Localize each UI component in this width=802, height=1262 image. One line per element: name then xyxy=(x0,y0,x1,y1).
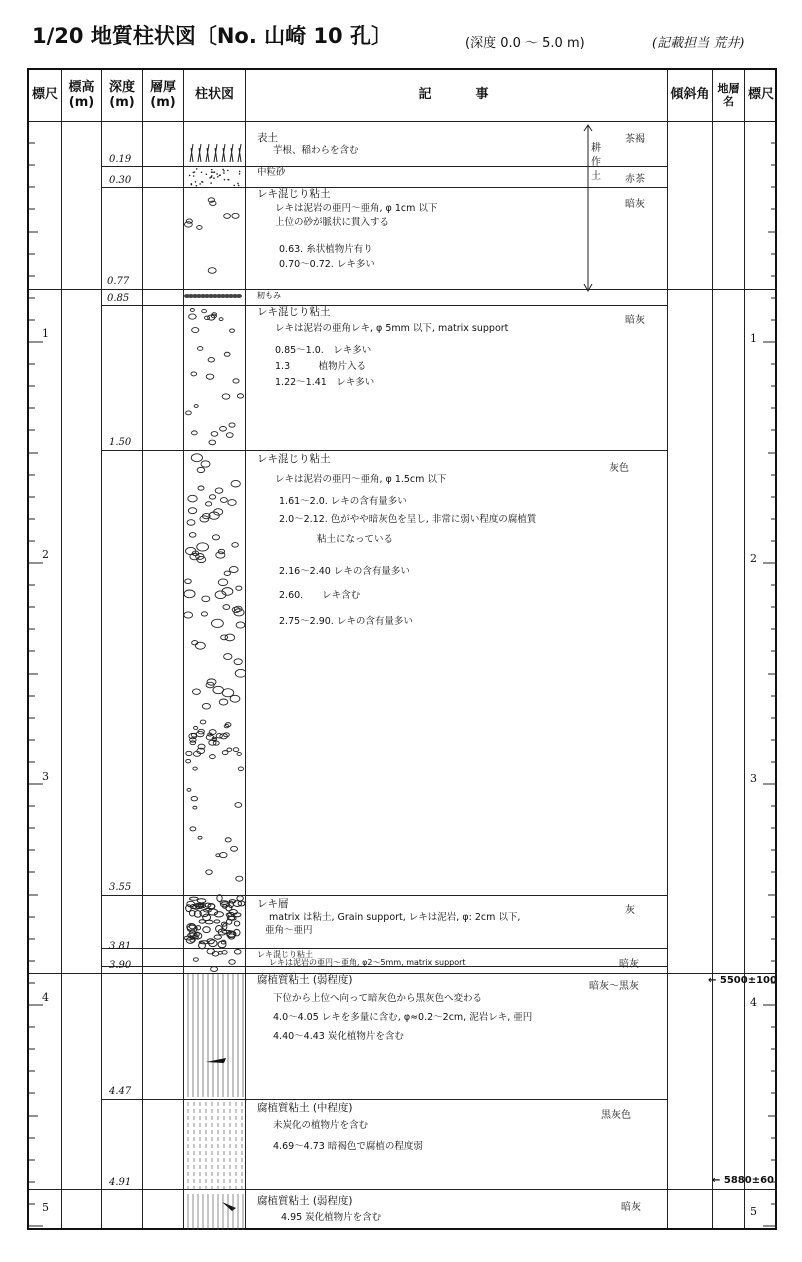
litho-symbol xyxy=(205,316,210,320)
layer-color: 灰 xyxy=(625,905,635,916)
litho-symbol xyxy=(197,467,204,472)
litho-symbol xyxy=(237,896,244,901)
page-title: 1/20 地質柱状図〔No. 山崎 10 孔〕 xyxy=(32,24,392,48)
layer-name: レキ層 xyxy=(257,898,289,910)
litho-symbol xyxy=(201,612,207,616)
layer-note: 0.63. 糸状植物片有り xyxy=(279,244,373,255)
litho-symbol xyxy=(190,553,199,560)
litho-symbol xyxy=(234,659,242,665)
layer-note: 4.95 炭化植物片を含む xyxy=(281,1212,382,1223)
layer-note: レキは泥岩の亜円～亜角, φ2～5mm, matrix support xyxy=(269,958,466,967)
col-dip: 傾斜角 xyxy=(670,87,710,103)
layer-note: 0.70～0.72. レキ多い xyxy=(279,259,375,270)
litho-symbol xyxy=(227,179,229,181)
litho-symbol xyxy=(201,171,203,173)
layer-note: 2.16～2.40 レキの含有量多い xyxy=(279,566,410,577)
litho-symbol xyxy=(193,958,198,961)
litho-symbol xyxy=(196,185,198,187)
litho-symbol xyxy=(216,552,225,558)
litho-symbol xyxy=(213,177,215,179)
layer-color: 灰色 xyxy=(609,463,629,474)
litho-symbol xyxy=(221,635,228,640)
litho-symbol xyxy=(238,767,243,771)
litho-symbol xyxy=(188,508,196,514)
litho-symbol xyxy=(238,185,240,187)
layer-note: 2.75～2.90. レキの含有量多い xyxy=(279,616,413,627)
scale-number: 4 xyxy=(750,996,757,1009)
litho-symbol xyxy=(202,309,207,312)
litho-symbol xyxy=(198,486,204,490)
litho-symbol xyxy=(189,314,197,319)
scale-number: 5 xyxy=(42,1201,49,1214)
litho-symbol xyxy=(234,921,239,926)
litho-symbol xyxy=(226,433,233,438)
layer-color: 暗灰 xyxy=(619,959,639,970)
litho-symbol xyxy=(237,752,241,755)
scale-number: 3 xyxy=(750,772,757,785)
layer-color: 黒灰色 xyxy=(601,1110,631,1121)
litho-symbol xyxy=(233,185,235,187)
litho-symbol xyxy=(197,347,202,351)
litho-symbol xyxy=(193,726,197,729)
litho-symbol xyxy=(211,432,218,437)
litho-symbol xyxy=(222,144,225,162)
litho-symbol xyxy=(236,294,242,298)
litho-symbol xyxy=(191,372,197,376)
litho-symbol xyxy=(193,175,195,177)
litho-symbol xyxy=(211,175,213,177)
litho-symbol xyxy=(231,846,238,851)
litho-symbol xyxy=(229,566,238,572)
scale-number: 1 xyxy=(42,327,49,340)
col-scale-right: 標尺 xyxy=(747,87,774,103)
layer-color: 暗灰 xyxy=(625,315,645,326)
litho-symbol xyxy=(193,806,197,809)
litho-symbol xyxy=(210,755,216,759)
litho-symbol xyxy=(220,852,228,857)
litho-symbol xyxy=(236,586,242,590)
col-description: 記 事 xyxy=(418,87,495,103)
layer-note: 0.85～1.0. レキ多い xyxy=(275,345,372,356)
layer-name: レキ混じり粘土 xyxy=(257,453,331,465)
litho-symbol xyxy=(220,426,227,431)
litho-symbol xyxy=(184,222,192,227)
litho-symbol xyxy=(194,171,196,173)
layer-color: 暗灰 xyxy=(625,199,645,210)
litho-symbol xyxy=(202,596,210,602)
recorder: (記載担当 荒井) xyxy=(652,36,745,51)
litho-symbol xyxy=(224,352,230,356)
litho-symbol xyxy=(209,730,216,735)
litho-symbol xyxy=(209,440,216,445)
litho-symbol xyxy=(237,183,239,185)
depth-label: 3.81 xyxy=(109,941,132,952)
litho-symbol xyxy=(193,767,197,770)
litho-symbol xyxy=(196,168,198,170)
litho-symbol xyxy=(212,171,214,173)
litho-symbol xyxy=(191,454,202,462)
litho-symbol xyxy=(215,488,223,493)
layer-note: 2.0～2.12. 色がやや暗灰色を呈し, 非常に弱い程度の腐植質 xyxy=(279,514,537,525)
layer-note: 4.40～4.43 炭化植物片を含む xyxy=(273,1031,404,1042)
layer-note: 4.0～4.05 レキを多量に含む, φ≈0.2～2cm, 泥岩レキ, 亜円 xyxy=(273,1012,533,1023)
layer-note: 1.22～1.41 レキ多い xyxy=(275,377,375,388)
depth-label: 0.30 xyxy=(109,175,132,186)
lithology-column xyxy=(184,122,245,1230)
age-label: ← 5880±60 xyxy=(712,1175,774,1186)
litho-symbol xyxy=(216,734,222,738)
layer-note: レキは泥岩の亜円～亜角, φ 1cm 以下 xyxy=(275,203,438,214)
litho-symbol xyxy=(220,498,227,503)
litho-symbol xyxy=(217,176,219,178)
litho-symbol xyxy=(202,703,210,709)
depth-label: 0.19 xyxy=(109,154,132,165)
log-sheet xyxy=(27,68,777,1230)
litho-symbol xyxy=(192,328,199,333)
litho-symbol xyxy=(238,144,241,162)
litho-symbol xyxy=(222,394,230,399)
scale-number: 2 xyxy=(42,548,49,561)
litho-symbol xyxy=(211,967,218,972)
litho-symbol xyxy=(192,689,200,695)
litho-symbol xyxy=(186,759,191,762)
litho-symbol xyxy=(239,173,241,175)
litho-symbol xyxy=(222,1202,236,1211)
layer-note: 1.61～2.0. レキの含有量多い xyxy=(279,496,407,507)
litho-symbol xyxy=(229,423,235,427)
depth-range: (深度 0.0 ～ 5.0 m) xyxy=(465,36,585,51)
litho-symbol xyxy=(213,686,224,693)
litho-symbol xyxy=(235,803,242,808)
layer-note: レキは泥岩の亜円～亜角, φ 1.5cm 以下 xyxy=(275,474,447,485)
litho-symbol xyxy=(234,949,241,954)
litho-symbol xyxy=(219,318,223,321)
layer-note: 粘土になっている xyxy=(279,534,394,545)
litho-symbol xyxy=(211,169,213,171)
litho-symbol xyxy=(211,619,223,627)
litho-symbol xyxy=(214,171,216,173)
litho-symbol xyxy=(209,495,215,499)
litho-symbol xyxy=(206,174,208,176)
litho-symbol xyxy=(206,374,214,379)
litho-symbol xyxy=(210,182,212,184)
litho-symbol xyxy=(227,170,229,172)
litho-symbol xyxy=(198,836,202,839)
litho-symbol xyxy=(199,942,206,949)
litho-symbol xyxy=(206,144,209,162)
scale-number: 4 xyxy=(42,991,49,1004)
litho-symbol xyxy=(201,461,210,467)
layer-note: 2.60. レキ含む xyxy=(279,590,361,601)
litho-symbol xyxy=(190,308,194,311)
col-formation: 地層名 xyxy=(717,81,740,108)
col-elevation: 標高 (m) xyxy=(68,79,95,110)
litho-symbol xyxy=(232,213,239,218)
scale-ticks xyxy=(29,121,777,1231)
litho-symbol xyxy=(190,144,193,162)
litho-symbol xyxy=(233,901,241,907)
litho-symbol xyxy=(206,1058,226,1063)
layer-note: 4.69～4.73 暗褐色で腐植の程度弱 xyxy=(273,1141,423,1152)
layer-note: 芋根、稲わらを含む xyxy=(273,145,359,156)
litho-symbol xyxy=(236,622,245,628)
litho-symbol xyxy=(237,394,243,398)
litho-symbol xyxy=(184,590,195,598)
scale-number: 5 xyxy=(750,1205,757,1218)
plough-soil-arrow xyxy=(583,124,593,294)
litho-symbol xyxy=(211,171,213,173)
layer-color: 暗灰 xyxy=(621,1202,641,1213)
layer-note: 上位の砂が脈状に貫入する xyxy=(275,217,390,228)
litho-symbol xyxy=(198,144,201,162)
col-thickness: 層厚 (m) xyxy=(149,79,176,110)
litho-symbol xyxy=(201,181,203,183)
litho-symbol xyxy=(214,144,217,162)
litho-symbol xyxy=(219,174,221,176)
litho-symbol xyxy=(188,495,197,502)
litho-symbol xyxy=(190,741,196,745)
litho-symbol xyxy=(187,520,195,526)
litho-symbol xyxy=(233,379,239,383)
litho-symbol xyxy=(208,358,214,362)
litho-symbol xyxy=(203,914,211,920)
litho-symbol xyxy=(195,642,205,649)
litho-symbol xyxy=(217,895,222,902)
age-label: ← 5500±100 xyxy=(708,975,777,986)
depth-label: 1.50 xyxy=(109,437,132,448)
layer-color: 暗灰～黒灰 xyxy=(589,981,639,992)
litho-symbol xyxy=(197,543,209,551)
litho-symbol xyxy=(222,751,228,755)
litho-symbol xyxy=(186,411,192,415)
col-depth: 深度 (m) xyxy=(108,79,135,110)
scale-number: 2 xyxy=(750,552,757,565)
layer-name: 中粒砂 xyxy=(257,167,286,178)
layer-note: レキは泥岩の亜角レキ, φ 5mm 以下, matrix support xyxy=(275,323,509,334)
litho-symbol xyxy=(212,535,219,540)
litho-symbol xyxy=(186,751,192,755)
litho-symbol xyxy=(224,571,230,575)
litho-symbol xyxy=(192,431,198,435)
litho-symbol xyxy=(191,184,193,186)
litho-symbol xyxy=(233,748,239,752)
litho-symbol xyxy=(223,170,225,172)
litho-symbol xyxy=(189,897,198,900)
litho-symbol xyxy=(239,171,241,173)
layer-name: レキ混じり粘土 xyxy=(257,950,313,959)
litho-symbol xyxy=(214,920,220,923)
depth-label: 0.77 xyxy=(107,276,130,287)
litho-symbol xyxy=(214,935,221,939)
litho-symbol xyxy=(224,214,231,219)
scale-number: 3 xyxy=(42,770,49,783)
depth-label: 3.55 xyxy=(109,882,132,893)
litho-symbol xyxy=(235,669,245,677)
litho-symbol xyxy=(229,960,236,965)
layer-note: 1.3 植物片入る xyxy=(275,361,367,372)
plough-soil-note: 耕作土 xyxy=(591,143,601,182)
litho-symbol xyxy=(222,169,224,171)
litho-symbol xyxy=(206,502,212,506)
col-column: 柱状図 xyxy=(194,87,234,103)
depth-label: 0.85 xyxy=(107,293,130,304)
litho-symbol xyxy=(230,144,233,162)
depth-label: 4.47 xyxy=(109,1086,132,1097)
layer-note: matrix は粘土, Grain support, レキは泥岩, φ: 2cm 以下, xyxy=(269,912,521,923)
litho-symbol xyxy=(199,183,201,185)
litho-symbol xyxy=(224,179,226,181)
litho-symbol xyxy=(228,500,236,506)
litho-symbol xyxy=(200,720,206,724)
layer-note: 亜角～亜円 xyxy=(265,925,313,936)
litho-symbol xyxy=(232,543,239,548)
litho-symbol xyxy=(196,926,201,930)
litho-symbol xyxy=(189,175,191,177)
layer-name: レキ混じり粘土 xyxy=(257,306,331,318)
litho-symbol xyxy=(216,173,218,175)
layer-note: 未炭化の植物片を含む xyxy=(273,1120,369,1131)
layer-name: 腐植質粘土 (中程度) xyxy=(257,1102,353,1114)
litho-symbol xyxy=(236,876,243,881)
litho-symbol xyxy=(225,838,231,842)
layer-color: 赤茶 xyxy=(625,174,645,185)
litho-symbol xyxy=(194,405,198,408)
litho-symbol xyxy=(223,605,230,610)
litho-symbol xyxy=(230,329,235,332)
litho-symbol xyxy=(219,699,228,705)
litho-symbol xyxy=(203,927,210,933)
litho-symbol xyxy=(208,268,216,274)
layer-name: 腐植質粘土 (弱程度) xyxy=(257,974,353,986)
litho-symbol xyxy=(231,480,240,487)
litho-symbol xyxy=(218,941,226,948)
litho-symbol xyxy=(222,951,227,955)
depth-label: 3.90 xyxy=(109,960,132,971)
layer-color: 茶褐 xyxy=(625,134,645,145)
litho-symbol xyxy=(223,172,225,174)
litho-symbol xyxy=(191,796,197,801)
litho-symbol xyxy=(206,870,213,875)
layer-name: 表土 xyxy=(257,132,278,144)
litho-symbol xyxy=(189,533,196,538)
litho-symbol xyxy=(224,654,232,660)
depth-label: 4.91 xyxy=(109,1177,132,1188)
layer-note: 下位から上位へ向って暗灰色から黒灰色へ変わる xyxy=(273,993,483,1004)
litho-symbol xyxy=(218,579,228,586)
litho-symbol xyxy=(195,181,197,183)
litho-symbol xyxy=(185,579,192,584)
scale-number: 1 xyxy=(750,332,757,345)
layer-name: レキ混じり粘土 xyxy=(257,188,331,200)
layer-name: 籾もみ xyxy=(257,291,281,300)
layer-name: 腐植質粘土 (弱程度) xyxy=(257,1195,353,1207)
litho-symbol xyxy=(197,226,202,230)
litho-symbol xyxy=(187,788,191,791)
litho-symbol xyxy=(190,827,196,831)
litho-symbol xyxy=(184,612,193,618)
col-scale: 標尺 xyxy=(31,87,58,103)
